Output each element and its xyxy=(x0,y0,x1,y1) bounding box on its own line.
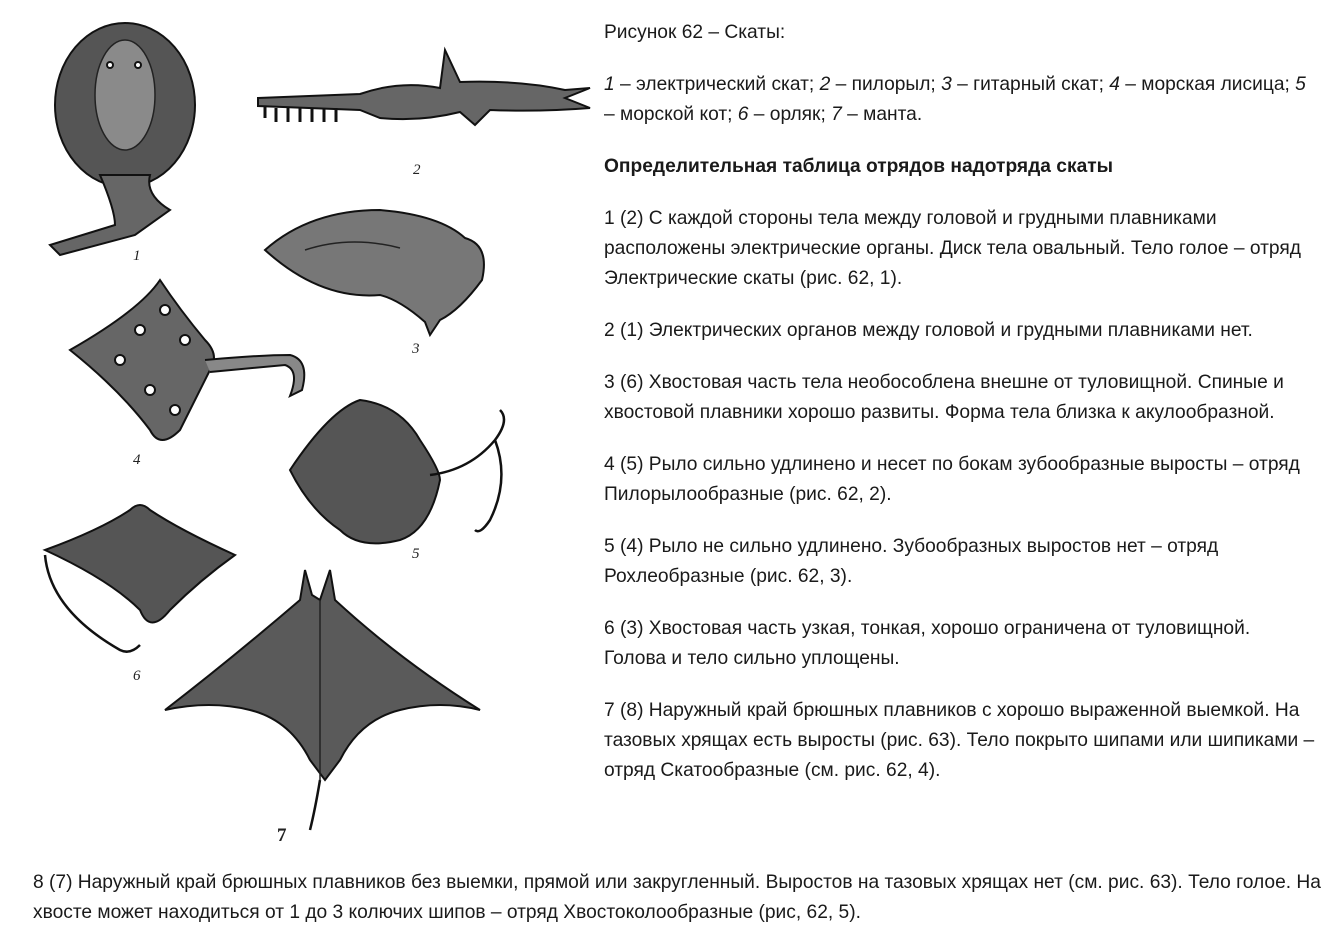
legend-text: – пилорыл; xyxy=(830,74,942,95)
legend-text: – электрический скат; xyxy=(614,74,820,95)
legend-text: – морская лисица; xyxy=(1119,74,1296,95)
figure-label-4: 4 xyxy=(133,452,141,468)
text-column xyxy=(604,18,1316,808)
legend-num: 6 xyxy=(737,104,749,125)
eagle-ray-drawing xyxy=(45,505,235,652)
legend-text: – морской кот; xyxy=(604,104,738,125)
key-entry-5: 5 (4) Рыло не сильно удлинено. Зубообразных выростов нет – отряд Рохлеобразные (рис. 62, 3). xyxy=(604,536,1219,587)
figure-caption-title: Рисунок 62 – Скаты: xyxy=(604,22,786,43)
legend-num: 3 xyxy=(941,74,952,95)
legend-num: 7 xyxy=(831,104,842,125)
figure-label-3: 3 xyxy=(412,341,420,357)
thornback-ray-drawing xyxy=(70,280,304,440)
sawfish-drawing xyxy=(258,50,590,125)
electric-ray-drawing xyxy=(50,23,195,255)
legend-text: – гитарный скат; xyxy=(951,74,1110,95)
rays-drawing xyxy=(20,10,600,855)
legend-text: – манта. xyxy=(841,104,923,125)
legend-num: 1 xyxy=(604,74,615,95)
stingray-drawing xyxy=(290,400,504,543)
legend-text: – орляк; xyxy=(748,104,832,125)
key-entry-8: 8 (7) Наружный край брюшных плавников без выемки, прямой или закругленный. Выростов на тазовых хрящах нет (см. рис. 63). Тело голое. На хвосте может находиться от 1 до 3 колючих шипов – отряд Хвостоколообразные (рис, 62, 5). xyxy=(33,872,1321,923)
legend-num: 5 xyxy=(1295,74,1306,95)
key-entry-6: 6 (3) Хвостовая часть узкая, тонкая, хорошо ограничена от туловищной. Голова и тело сильно уплощены. xyxy=(604,618,1251,669)
figure-label-7: 7 xyxy=(277,825,287,846)
figure-label-2: 2 xyxy=(413,162,421,178)
figure-label-1: 1 xyxy=(133,248,141,264)
figure-label-6: 6 xyxy=(133,668,141,684)
key-entry-2: 2 (1) Электрических органов между головой и грудными плавниками нет. xyxy=(604,320,1253,341)
legend-num: 4 xyxy=(1109,74,1120,95)
figure-caption-legend xyxy=(604,70,1316,130)
guitarfish-drawing xyxy=(265,210,484,335)
key-entry-7: 7 (8) Наружный край брюшных плавников с хорошо выраженной выемкой. На тазовых хрящах есть выросты (рис. 63). Тело покрыто шипами или шипиками – отряд Скатообразные (см. рис. 62, 4). xyxy=(604,700,1315,781)
key-entry-3: 3 (6) Хвостовая часть тела необособлена внешне от туловищной. Спиные и хвостовой плавники хорошо развиты. Форма тела близка к акулообразной. xyxy=(604,372,1284,423)
key-entry-1: 1 (2) С каждой стороны тела между головой и грудными плавниками расположены электрические органы. Диск тела овальный. Тело голое – отряд Электрические скаты (рис. 62, 1). xyxy=(604,208,1301,289)
figure-label-5: 5 xyxy=(412,546,420,562)
key-entry-4: 4 (5) Рыло сильно удлинено и несет по бокам зубообразные выросты – отряд Пилорылообразные (рис. 62, 2). xyxy=(604,454,1300,505)
key-table-heading: Определительная таблица отрядов надотряда скаты xyxy=(604,156,1114,177)
legend-num: 2 xyxy=(819,74,831,95)
rays-illustration xyxy=(20,10,600,855)
manta-drawing xyxy=(165,570,480,830)
